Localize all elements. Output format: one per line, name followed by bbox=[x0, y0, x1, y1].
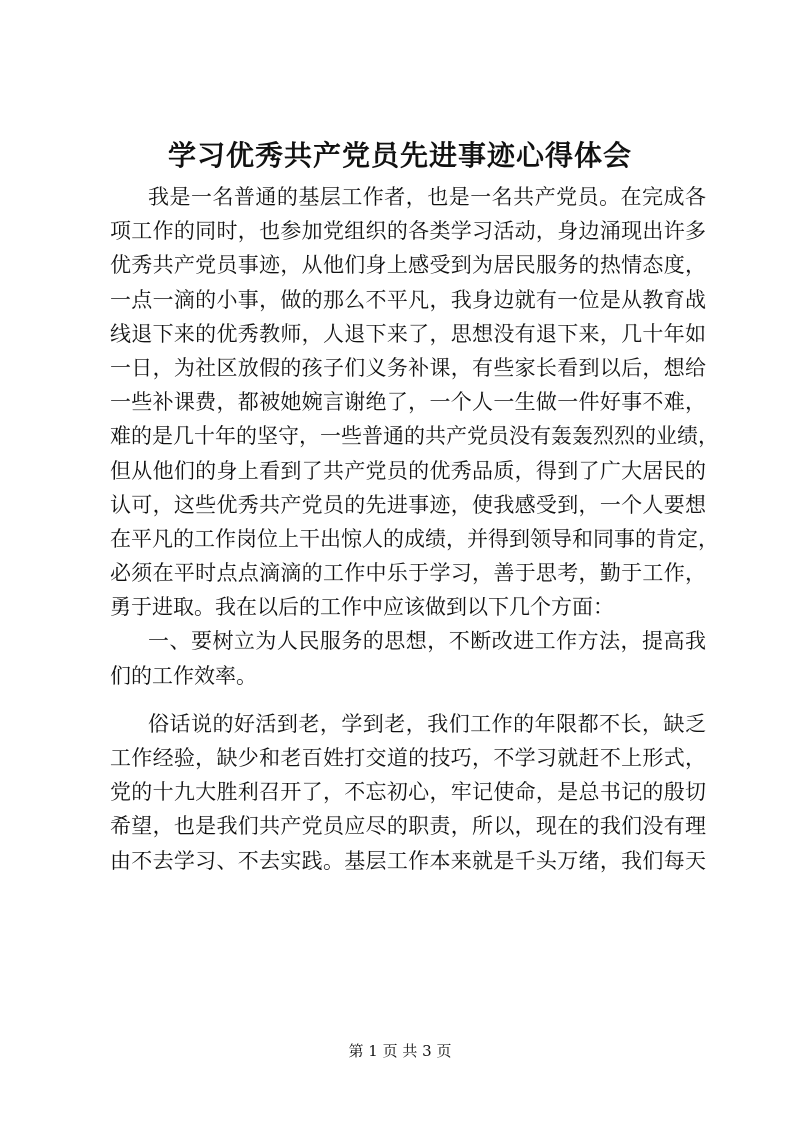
paragraph-1-line: 必须在平时点点滴滴的工作中乐于学习，善于思考，勤于工作， bbox=[110, 561, 706, 586]
paragraph-1-line: 但从他们的身上看到了共产党员的优秀品质，得到了广大居民的 bbox=[110, 458, 706, 483]
paragraph-2-line: 们的工作效率。 bbox=[110, 663, 257, 688]
document-title: 学习优秀共产党员先进事迹心得体会 bbox=[167, 139, 632, 172]
paragraph-3-line: 党的十九大胜利召开了，不忘初心，牢记使命，是总书记的殷切 bbox=[110, 780, 706, 805]
paragraph-1-line: 我是一名普通的基层工作者，也是一名共产党员。在完成各 bbox=[148, 185, 706, 209]
paragraph-1-line: 一点一滴的小事，做的那么不平凡，我身边就有一位是从教育战 bbox=[110, 287, 706, 312]
paragraph-3-line: 俗话说的好活到老，学到老，我们工作的年限都不长，缺乏 bbox=[148, 711, 706, 736]
paragraph-1-line: 一些补课费，都被她婉言谢绝了，一个人一生做一件好事不难， bbox=[110, 390, 706, 415]
paragraph-3-line: 希望，也是我们共产党员应尽的职责，所以，现在的我们没有理 bbox=[110, 814, 706, 839]
paragraph-3-line: 工作经验，缺少和老百姓打交道的技巧，不学习就赶不上形式， bbox=[110, 746, 706, 770]
paragraph-1-line: 优秀共产党员事迹，从他们身上感受到为居民服务的热情态度， bbox=[110, 253, 706, 278]
paragraph-gap bbox=[110, 693, 706, 707]
paragraph-1-line: 认可，这些优秀共产党员的先进事迹，使我感受到，一个人要想 bbox=[110, 492, 706, 517]
paragraph-2-line: 一、要树立为人民服务的思想，不断改进工作方法，提高我 bbox=[148, 629, 706, 654]
paragraph-3-line: 由不去学习、不去实践。基层工作本来就是千头万绪，我们每天 bbox=[110, 848, 706, 873]
paragraph-1-line: 项工作的同时，也参加党组织的各类学习活动，身边涌现出许多 bbox=[110, 219, 706, 244]
paragraph-1-line: 线退下来的优秀教师，人退下来了，思想没有退下来，几十年如 bbox=[110, 321, 706, 346]
page-number-footer: 第 1 页 共 3 页 bbox=[348, 1042, 452, 1060]
paragraph-1-line: 勇于进取。我在以后的工作中应该做到以下几个方面： bbox=[110, 595, 614, 620]
paragraph-1-line: 在平凡的工作岗位上干出惊人的成绩，并得到领导和同事的肯定， bbox=[110, 526, 719, 551]
paragraph-1-line: 难的是几十年的坚守，一些普通的共产党员没有轰轰烈烈的业绩， bbox=[110, 424, 719, 449]
paragraph-1-line: 一日，为社区放假的孩子们义务补课，有些家长看到以后，想给 bbox=[110, 355, 706, 380]
document-body bbox=[110, 180, 719, 878]
